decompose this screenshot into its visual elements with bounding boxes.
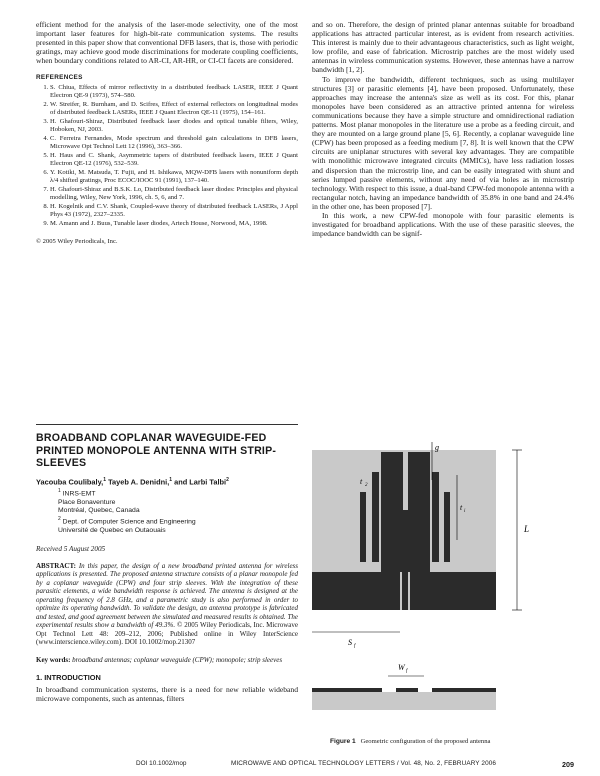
affiliation-text: Dept. of Computer Science and Engineering (62, 518, 196, 526)
section-heading: 1. INTRODUCTION (36, 673, 101, 683)
article-front-matter (36, 432, 298, 703)
label-subscript: f (354, 644, 356, 649)
label-subscript: i (464, 509, 466, 514)
cross-section-ground (432, 688, 496, 692)
ground-plane-right (410, 572, 496, 610)
article-divider (36, 424, 298, 425)
abstract (36, 562, 298, 647)
monopole-body (387, 510, 424, 572)
parasitic-sleeve (432, 472, 439, 562)
copyright-notice: © 2005 Wiley Periodicals, Inc. (36, 238, 118, 246)
reference-item: 1. S. Chiua, Effects of mirror reflectivity in a distributed feedback LASER, IEEE J Quant Electron QE-9 (1973), 574–580. (50, 84, 298, 100)
reference-item: 8. H. Kogelnik and C.V. Shank, Coupled-wave theory of distributed feedback LASERs, J Appl Phys 43 (1972), 2327–2335. (50, 203, 298, 219)
parasitic-sleeve (372, 472, 379, 562)
label-W: W (398, 663, 405, 672)
body-paragraph: To improve the bandwidth, different techniques, such as using multilayer structures [3] or parasitic elements [4], have been proposed. Unfortunately, these approaches may increase the antenna's size as well as its cost. For this, planar monopoles have been considered as an attractive printed antenna for wireless communications because they have a simple structure and omnidirectional radiation patterns. Most planar monopoles in the literature use a probe as a feeding circuit, and they are mounted on a large ground plane [5, 6]. Recently, a coplanar waveguide line (CPW) has been proposed as a feeding medium [7, 8]. It is well known that the CPW circuits are uniplanar structures with several key advantages. They are compatible with monolithic microwave integrated circuits (MMICs), have less radiation losses and dispersion than the microstrip line, and can be easily integrated with shunt and series lumped passive elements, without any need of via holes as in microstrip technology. With respect to this issue, a dual-band CPW-fed monopole antenna with a rectangular notch, having an impedance bandwidth of 35.8% in one band and 24.4% in the other one, has been proposed [7]. (312, 74, 574, 211)
affiliations (58, 487, 298, 535)
reference-item: 2. W. Streifer, R. Burnham, and D. Scifres, Effect of external reflectors on longitudinal modes of distributed feedback LASERs, IEEE J Quant Electron QE-11 (1975), 154–161. (50, 101, 298, 117)
reference-item: 7. H. Ghafouri-Shiraz and B.S.K. Lo, Distributed feedback laser diodes: Principles and physical modelling, Wiley, New York, 1996, ch. 5, 6, and 7. (50, 186, 298, 202)
article-title: BROADBAND COPLANAR WAVEGUIDE-FED PRINTED MONOPOLE ANTENNA WITH STRIP-SLEEVES (36, 432, 277, 470)
ground-plane-left (312, 572, 400, 610)
body-paragraph: In this work, a new CPW-fed monopole with four parasitic elements is investigated for broadband applications. With the use of these parasitic sleeves, the impedance bandwidth can be signif- (312, 210, 574, 239)
left-column (36, 20, 298, 247)
footer-doi: DOI 10.1002/mop (136, 760, 187, 767)
cross-section-ground (312, 688, 382, 692)
figure-caption-text: Geometric configuration of the proposed antenna (360, 738, 491, 745)
affiliation-marker: 1 (169, 476, 173, 483)
received-date: Received 5 August 2005 (36, 544, 106, 553)
body-paragraph: and so on. Therefore, the design of printed planar antennas suitable for broadband applications has attracted particular interest, as is evident from research activities. This interest is mainly due to their advantageous characteristics, such as light weight, low profile, and ease of fabrication. Microstrip patches are the most widely used antennas in wireless communication systems. However, these antennas have a narrow bandwidth [1, 2]. (312, 20, 574, 75)
abstract-tail: © 2005 Wiley Periodicals, Inc. Microwave Opt Technol Lett 48: 209–212, 2006; Published online in Wiley InterScience (www.interscience.wiley.com). DOI 10.1002/mop.21307 (36, 621, 298, 647)
abstract-text: In this paper, the design of a new broadband printed antenna for wireless applications is presented. The proposed antenna structure consists of a planar monopole fed by a coplanar waveguide (CPW) and four strip sleeves. With the integration of these parasitic elements, a wide bandwidth response is achieved. The antenna is designed at the operating frequency of 2.8 GHz, and a parametric study is also performed in order to optimize its operating bandwidth. To validate the design, an antenna prototype is fabricated and tested, and good agreement between the simulated and measured results is obtained. The experimental results show a bandwidth of 49.3%. (36, 561, 299, 630)
label-S: S (348, 638, 352, 647)
keywords-text: broadband antennas; coplanar waveguide (CPW); monopole; strip sleeves (72, 655, 283, 664)
affiliation-marker: 2 (58, 516, 61, 523)
abstract-label: ABSTRACT: (36, 561, 76, 570)
author-line (36, 477, 298, 486)
label-t: t (460, 503, 463, 512)
affiliation-marker: 1 (58, 488, 61, 495)
reference-item: 6. Y. Kotiki, M. Matsuda, T. Fujii, and H. Ishikawa, MQW-DFB lasers with nonuniform depth λ/4 shifted gratings, Proc ECOC/IOOC 91 (1991), 137–140. (50, 169, 298, 185)
affiliation-line: Montréal, Quebec, Canada (58, 506, 140, 514)
references-heading: REFERENCES (36, 74, 83, 82)
reference-item: 5. H. Haus and C. Shank, Asymmetric tapers of distributed feedback lasers, IEEE J Quant Electron QE-12 (1976), 532–539. (50, 152, 298, 168)
label-t: t (360, 477, 363, 486)
cross-section-feed (396, 688, 418, 692)
keywords-label: Key words: (36, 655, 71, 664)
parasitic-sleeve (360, 492, 366, 562)
affiliation-text: INRS-EMT (62, 490, 96, 498)
affiliation-line: Université de Quebec en Outaouais (58, 526, 166, 534)
affiliation-marker: 2 (226, 476, 229, 483)
figure-label: Figure 1 (330, 738, 356, 745)
references-list (36, 84, 298, 228)
author-name: Tayeb A. Denidni, (108, 477, 170, 487)
affiliation-line: Place Bonaventure (58, 498, 116, 506)
left-top-paragraph: efficient method for the analysis of the laser-mode selectivity, one of the most important laser features for high-bit-rate communication systems. The results presented in this paper show that conventional DFB lasers, that is, those with periodic gratings, may achieve good mode discriminations for moderate coupling coefficients, when boundary conditions related to AR-CI, AR-HR, or CI-CI facets are considered. (36, 20, 298, 66)
figure-caption (330, 738, 490, 745)
label-g: g (435, 443, 439, 452)
affiliation-marker: 1 (103, 476, 106, 483)
antenna-geometry-figure (312, 420, 574, 736)
footer-journal: MICROWAVE AND OPTICAL TECHNOLOGY LETTERS / Vol. 48, No. 2, FEBRUARY 2006 (231, 760, 497, 767)
reference-item: 3. H. Ghafouri-Shiraz, Distributed feedback laser diodes and optical tunable filters, Wiley, Hoboken, NJ, 2003. (50, 118, 298, 134)
label-subscript: 2 (365, 483, 368, 488)
cpw-feed-line (402, 572, 408, 610)
reference-item: 9. M. Amann and J. Buus, Tunable laser diodes, Artech House, Norwood, MA, 1998. (50, 220, 298, 228)
reference-item: 4. C. Ferreira Fernandes, Mode spectrum and threshold gain calculations in DFB lasers, Microwave Opt Technol Lett 12 (1996), 363–366. (50, 135, 298, 151)
author-name: Yacouba Coulibaly, (36, 477, 104, 487)
parasitic-sleeve (444, 492, 450, 562)
label-L: L (524, 524, 530, 534)
right-column (312, 20, 574, 238)
keywords (36, 656, 298, 665)
affiliation-line (58, 487, 298, 498)
cross-section-substrate (312, 692, 496, 710)
page-number: 209 (562, 760, 574, 769)
author-name: and Larbi Talbi (174, 477, 227, 487)
intro-paragraph: In broadband communication systems, there is a need for new reliable wideband microwave components, such as antennas, filters (36, 685, 298, 704)
label-subscript: f (406, 669, 408, 674)
affiliation-line (58, 515, 298, 526)
